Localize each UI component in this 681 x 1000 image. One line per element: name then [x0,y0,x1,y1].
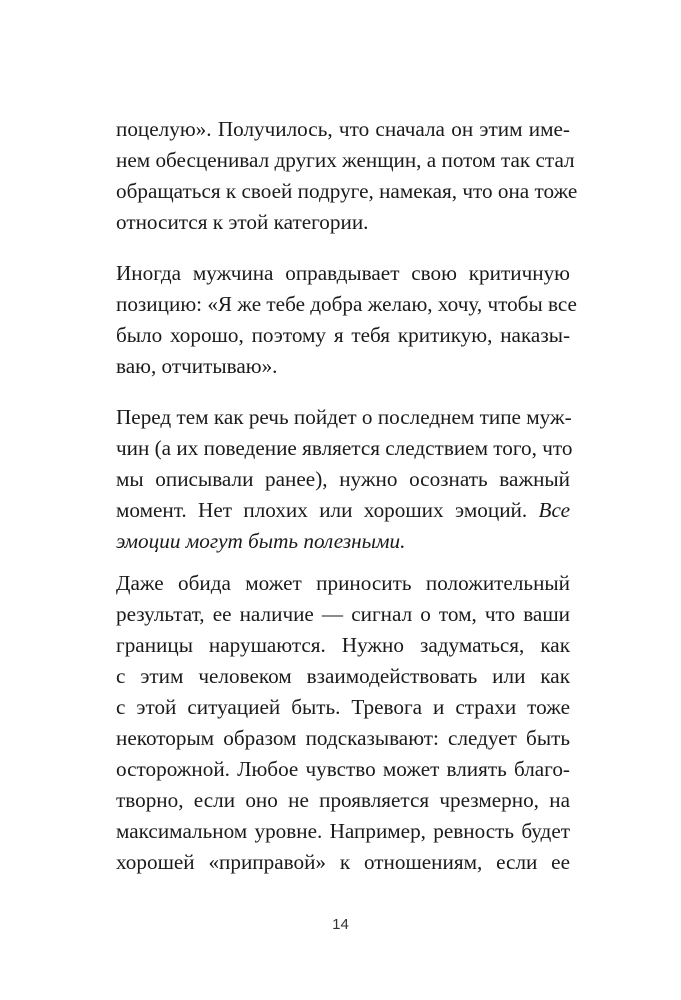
text-line: позицию: «Я же тебе добра желаю, хочу, чтобы все [116,292,577,316]
text-line: хорошей «приправой» к отношениям, если ее [116,850,570,874]
text-line: результат, ее наличие — сигнал о том, что ваши [116,602,570,626]
text-line: творно, если оно не проявляется чрезмерно, на [116,788,570,812]
text-line: осторожной. Любое чувство может влиять благо- [116,757,570,781]
text-line: с этой ситуацией быть. Тревога и страхи тоже [116,695,570,719]
paragraph-2 [116,258,577,382]
text-line: чин (а их поведение является следствием того, что [116,436,573,460]
text-line: Перед тем как речь пойдет о последнем типе муж- [116,405,572,429]
text-line: с этим человеком взаимодействовать или как [116,664,570,688]
paragraph-4 [116,568,570,878]
text-line: некоторым образом подсказывают: следует быть [116,726,570,750]
text-line: относится к этой категории. [116,210,369,234]
text-line: мы описывали ранее), нужно осознать важный [116,467,570,491]
text-line: границы нарушаются. Нужно задуматься, как [116,633,570,657]
text-line: Иногда мужчина оправдывает свою критичную [116,261,570,285]
text-segment: момент. Нет плохих или хороших эмоций. [116,498,528,522]
italic-text-segment: Все [538,498,570,522]
text-line: нем обесценивал других женщин, а потом так стал [116,148,575,172]
text-line-mixed [116,495,570,526]
text-line: поцелую». Получилось, что сначала он этим име- [116,117,570,141]
text-line: было хорошо, поэтому я тебя критикую, наказы- [116,323,570,347]
text-line: ваю, отчитываю». [116,354,278,378]
page-number: 14 [332,916,349,933]
paragraph-3 [116,402,573,557]
paragraph-1 [116,114,578,238]
italic-text-line: эмоции могут быть полезными. [116,529,406,553]
text-line: обращаться к своей подруге, намекая, что она тоже [116,179,578,203]
text-line: Даже обида может приносить положительный [116,571,570,595]
text-line: максимальном уровне. Например, ревность будет [116,819,570,843]
